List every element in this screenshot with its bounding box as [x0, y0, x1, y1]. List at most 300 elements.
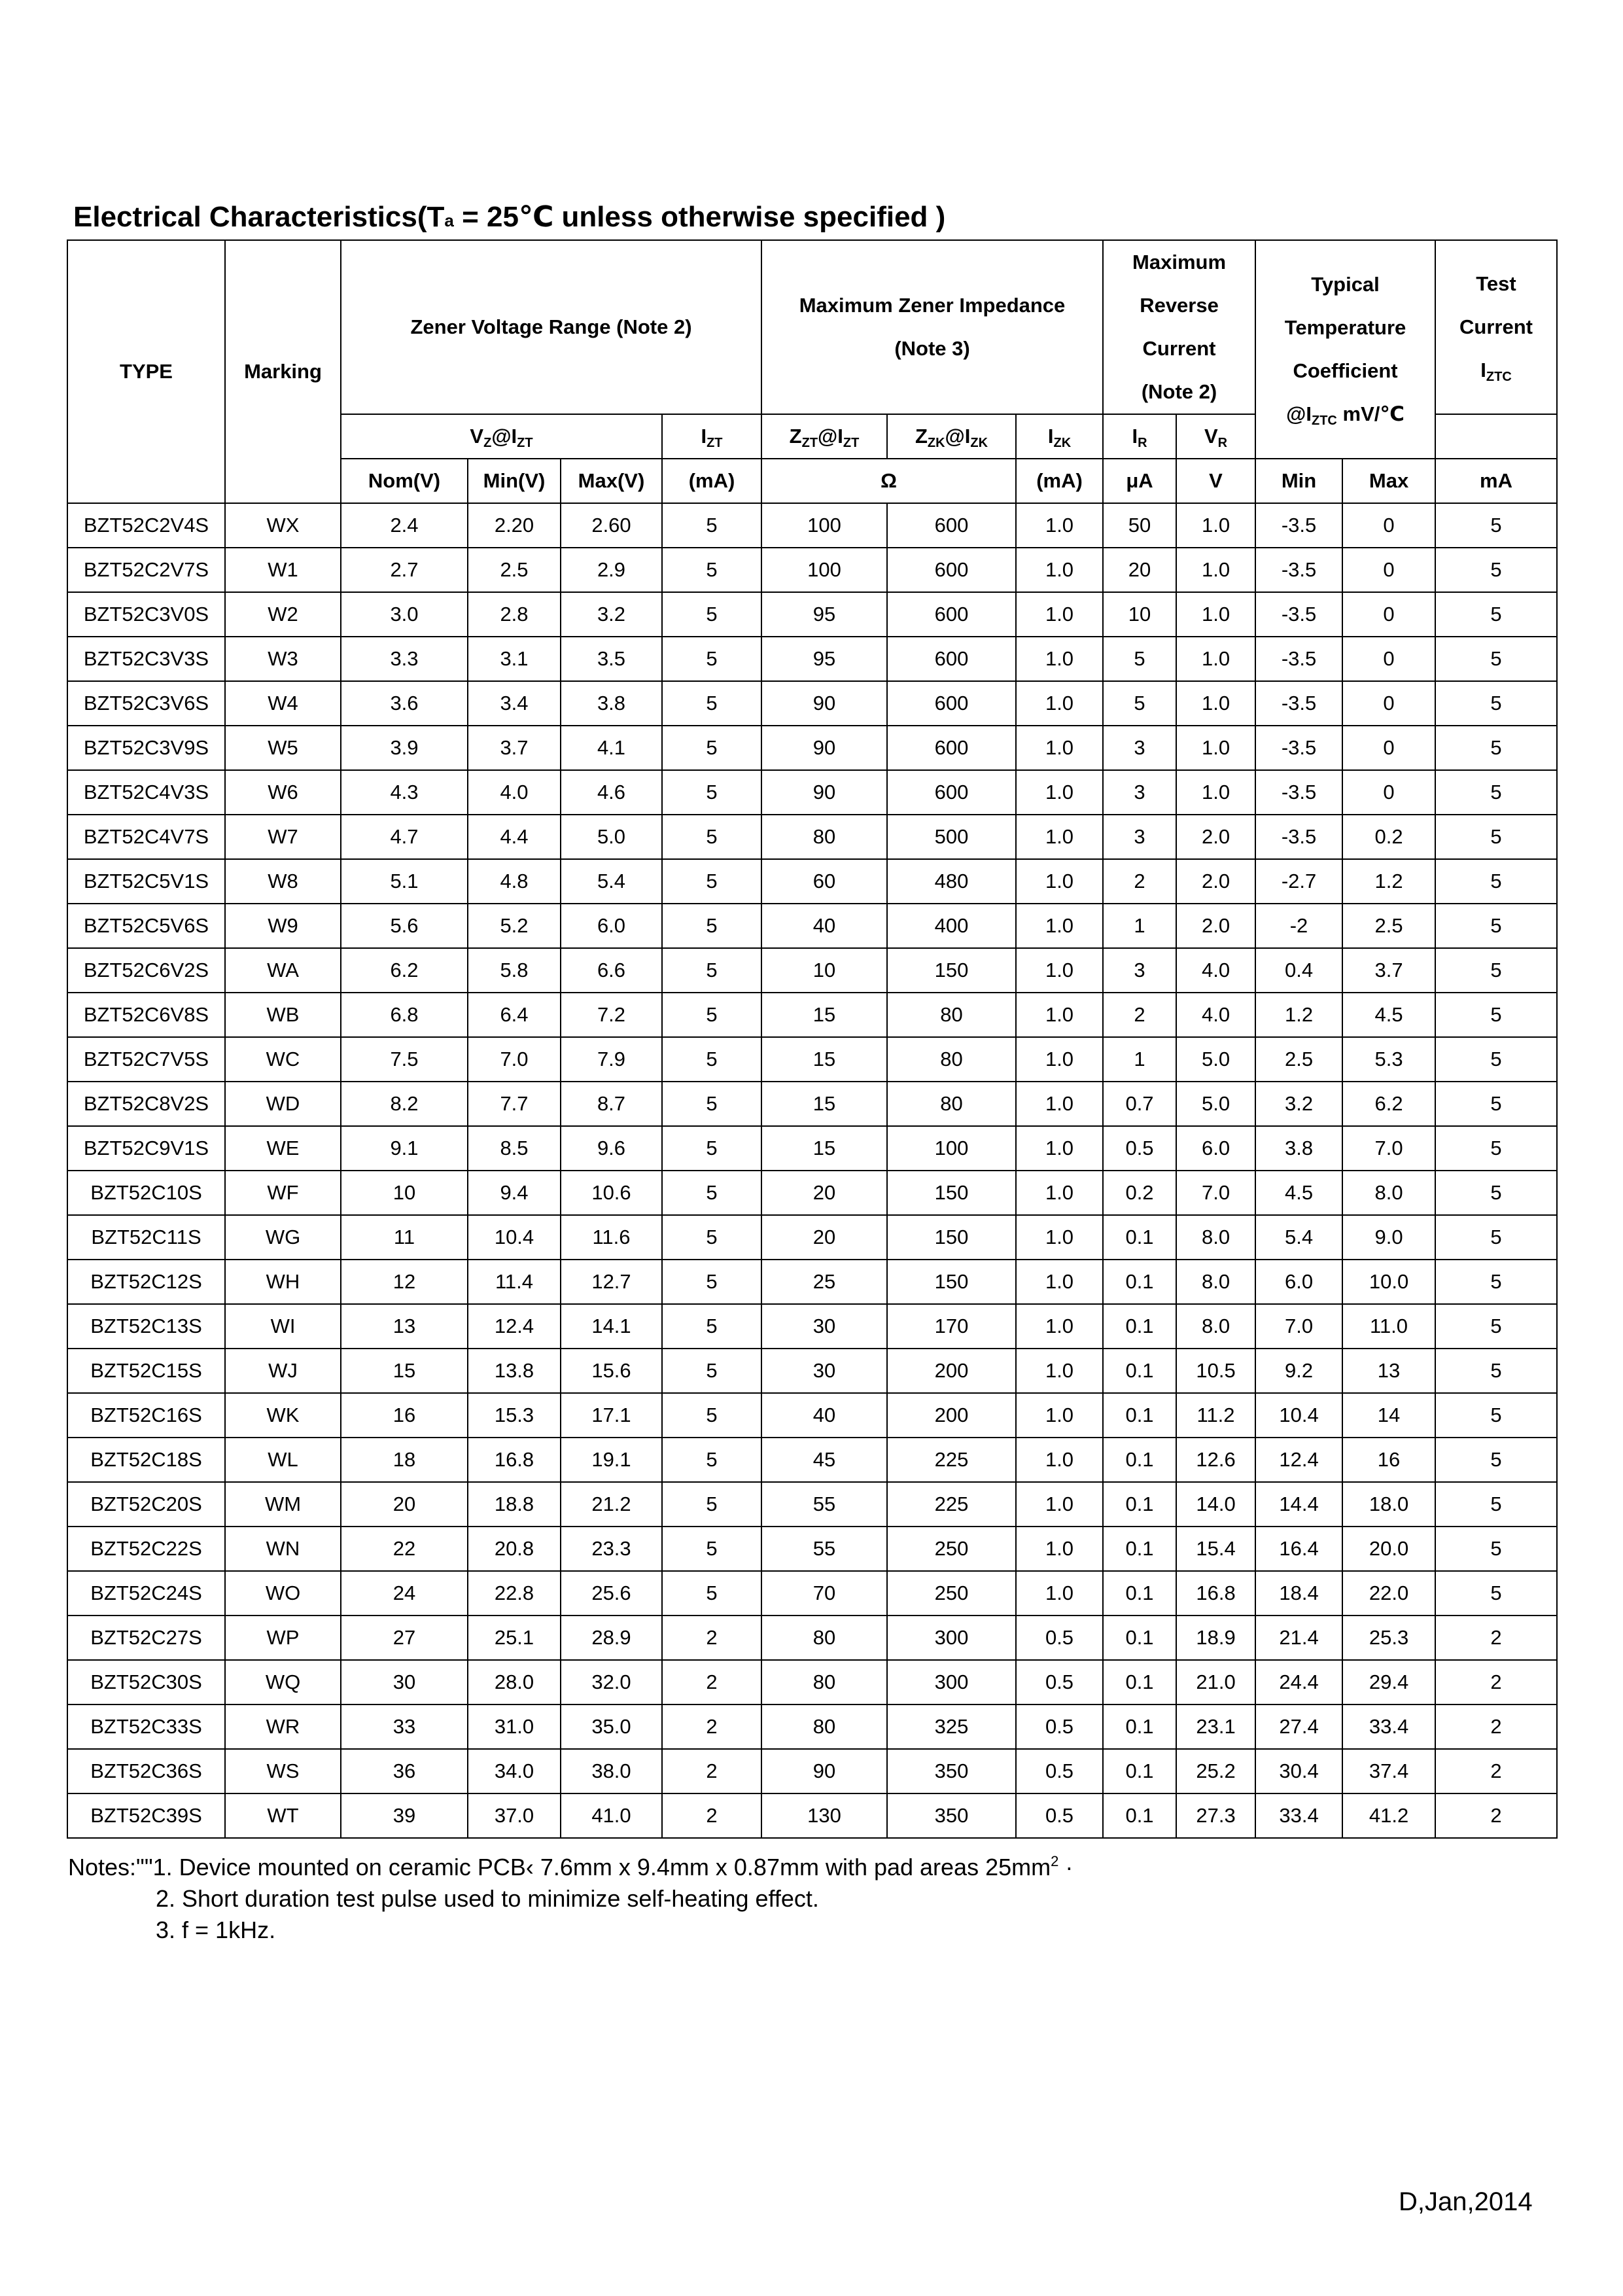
- cell-izt: 5: [662, 1527, 761, 1571]
- cell-marking: W9: [225, 904, 341, 948]
- cell-ir: 20: [1103, 548, 1176, 592]
- cell-vz-max: 28.9: [561, 1616, 662, 1660]
- cell-izk: 1.0: [1016, 904, 1103, 948]
- cell-vz-min: 12.4: [468, 1304, 561, 1349]
- cell-ir: 0.1: [1103, 1704, 1176, 1749]
- cell-vz-max: 7.9: [561, 1037, 662, 1082]
- cell-test-current: 5: [1435, 1349, 1557, 1393]
- cell-zzt: 15: [761, 1082, 887, 1126]
- cell-marking: WE: [225, 1126, 341, 1171]
- cell-vr: 2.0: [1176, 859, 1255, 904]
- cell-ir: 5: [1103, 637, 1176, 681]
- cell-vz-max: 32.0: [561, 1660, 662, 1704]
- table-row: [67, 948, 1557, 993]
- cell-vz-max: 5.4: [561, 859, 662, 904]
- cell-zzt: 90: [761, 770, 887, 815]
- cell-izt: 5: [662, 1215, 761, 1260]
- cell-izk: 1.0: [1016, 948, 1103, 993]
- cell-zzt: 10: [761, 948, 887, 993]
- header-izt: $I_{ZT}$: [662, 414, 761, 459]
- cell-vz-nom: 27: [341, 1616, 468, 1660]
- cell-ir: 0.2: [1103, 1171, 1176, 1215]
- cell-vz-nom: 18: [341, 1438, 468, 1482]
- cell-zzk: 600: [887, 681, 1016, 726]
- cell-vz-nom: 8.2: [341, 1082, 468, 1126]
- table-row: [67, 726, 1557, 770]
- cell-tc-min: -3.5: [1255, 548, 1342, 592]
- cell-zzt: 100: [761, 503, 887, 548]
- cell-type: BZT52C20S: [67, 1482, 225, 1527]
- cell-vz-max: 4.6: [561, 770, 662, 815]
- cell-marking: W4: [225, 681, 341, 726]
- cell-vz-min: 18.8: [468, 1482, 561, 1527]
- cell-vz-max: 35.0: [561, 1704, 662, 1749]
- cell-vz-max: 12.7: [561, 1260, 662, 1304]
- cell-marking: WO: [225, 1571, 341, 1616]
- cell-test-current: 5: [1435, 1438, 1557, 1482]
- cell-zzk: 600: [887, 592, 1016, 637]
- cell-vz-min: 9.4: [468, 1171, 561, 1215]
- cell-tc-max: 0: [1342, 503, 1435, 548]
- table-row: [67, 1393, 1557, 1438]
- cell-ir: 1: [1103, 904, 1176, 948]
- cell-vr: 4.0: [1176, 948, 1255, 993]
- cell-izk: 1.0: [1016, 1215, 1103, 1260]
- cell-izt: 5: [662, 592, 761, 637]
- cell-type: BZT52C8V2S: [67, 1082, 225, 1126]
- cell-ir: 0.1: [1103, 1793, 1176, 1838]
- cell-vr: 11.2: [1176, 1393, 1255, 1438]
- cell-marking: WX: [225, 503, 341, 548]
- cell-zzt: 25: [761, 1260, 887, 1304]
- table-row: [67, 1793, 1557, 1838]
- header-izk: $I_{ZK}$: [1016, 414, 1103, 459]
- cell-vz-max: 14.1: [561, 1304, 662, 1349]
- cell-zzt: 30: [761, 1304, 887, 1349]
- cell-type: BZT52C10S: [67, 1171, 225, 1215]
- cell-tc-min: 10.4: [1255, 1393, 1342, 1438]
- cell-zzt: 90: [761, 1749, 887, 1793]
- cell-type: BZT52C6V2S: [67, 948, 225, 993]
- cell-ir: 2: [1103, 859, 1176, 904]
- cell-vz-nom: 11: [341, 1215, 468, 1260]
- cell-test-current: 2: [1435, 1704, 1557, 1749]
- cell-ir: 5: [1103, 681, 1176, 726]
- header-test-current: Test Current $I_{ZTC}$: [1435, 240, 1557, 414]
- table-row: [67, 770, 1557, 815]
- table-row: [67, 1704, 1557, 1749]
- cell-tc-max: 0.2: [1342, 815, 1435, 859]
- cell-izt: 5: [662, 904, 761, 948]
- cell-type: BZT52C3V9S: [67, 726, 225, 770]
- cell-test-current: 5: [1435, 1215, 1557, 1260]
- cell-vz-min: 8.5: [468, 1126, 561, 1171]
- cell-vz-nom: 6.8: [341, 993, 468, 1037]
- cell-izk: 1.0: [1016, 1037, 1103, 1082]
- header-izk-unit: (mA): [1016, 459, 1103, 503]
- cell-ir: 0.1: [1103, 1438, 1176, 1482]
- cell-ir: 1: [1103, 1037, 1176, 1082]
- cell-zzk: 225: [887, 1438, 1016, 1482]
- cell-tc-max: 10.0: [1342, 1260, 1435, 1304]
- cell-tc-max: 7.0: [1342, 1126, 1435, 1171]
- cell-izk: 1.0: [1016, 993, 1103, 1037]
- table-row: [67, 1260, 1557, 1304]
- cell-tc-max: 11.0: [1342, 1304, 1435, 1349]
- cell-vz-nom: 16: [341, 1393, 468, 1438]
- cell-zzk: 600: [887, 548, 1016, 592]
- note-2: 2. Short duration test pulse used to minimize self-heating effect.: [156, 1885, 819, 1912]
- cell-tc-min: -2: [1255, 904, 1342, 948]
- table-row: [67, 859, 1557, 904]
- cell-vr: 8.0: [1176, 1215, 1255, 1260]
- cell-zzt: 30: [761, 1349, 887, 1393]
- cell-vz-nom: 2.7: [341, 548, 468, 592]
- cell-type: BZT52C33S: [67, 1704, 225, 1749]
- cell-marking: WC: [225, 1037, 341, 1082]
- table-row: [67, 548, 1557, 592]
- cell-izt: 5: [662, 726, 761, 770]
- cell-tc-max: 20.0: [1342, 1527, 1435, 1571]
- cell-vz-min: 4.4: [468, 815, 561, 859]
- cell-izk: 1.0: [1016, 1082, 1103, 1126]
- cell-zzt: 45: [761, 1438, 887, 1482]
- cell-vz-max: 4.1: [561, 726, 662, 770]
- cell-vz-max: 11.6: [561, 1215, 662, 1260]
- cell-tc-max: 0: [1342, 726, 1435, 770]
- header-vr: $V_R$: [1176, 414, 1255, 459]
- cell-zzk: 80: [887, 993, 1016, 1037]
- cell-tc-max: 0: [1342, 548, 1435, 592]
- cell-tc-min: -3.5: [1255, 503, 1342, 548]
- table-row: [67, 1749, 1557, 1793]
- cell-type: BZT52C7V5S: [67, 1037, 225, 1082]
- table-row: [67, 1349, 1557, 1393]
- cell-type: BZT52C4V3S: [67, 770, 225, 815]
- cell-vz-min: 5.2: [468, 904, 561, 948]
- cell-zzt: 15: [761, 993, 887, 1037]
- cell-izk: 1.0: [1016, 1171, 1103, 1215]
- cell-vz-min: 2.8: [468, 592, 561, 637]
- cell-izk: 1.0: [1016, 592, 1103, 637]
- cell-type: BZT52C6V8S: [67, 993, 225, 1037]
- cell-tc-max: 0: [1342, 681, 1435, 726]
- cell-izk: 0.5: [1016, 1704, 1103, 1749]
- cell-type: BZT52C5V1S: [67, 859, 225, 904]
- cell-vr: 5.0: [1176, 1082, 1255, 1126]
- cell-vz-max: 3.2: [561, 592, 662, 637]
- header-max-reverse-current: Maximum Reverse Current (Note 2): [1103, 240, 1255, 414]
- cell-zzk: 200: [887, 1393, 1016, 1438]
- cell-marking: WH: [225, 1260, 341, 1304]
- cell-vz-min: 25.1: [468, 1616, 561, 1660]
- cell-vz-max: 19.1: [561, 1438, 662, 1482]
- cell-tc-max: 0: [1342, 592, 1435, 637]
- cell-marking: WR: [225, 1704, 341, 1749]
- cell-tc-max: 3.7: [1342, 948, 1435, 993]
- table-row: [67, 1126, 1557, 1171]
- cell-vz-max: 7.2: [561, 993, 662, 1037]
- cell-ir: 3: [1103, 770, 1176, 815]
- header-zzt-at-izt: $Z_{ZT}@I_{ZT}$: [761, 414, 887, 459]
- cell-tc-min: -2.7: [1255, 859, 1342, 904]
- cell-vz-min: 4.0: [468, 770, 561, 815]
- cell-vr: 1.0: [1176, 770, 1255, 815]
- cell-vr: 1.0: [1176, 503, 1255, 548]
- table-row: [67, 1616, 1557, 1660]
- table-row: [67, 815, 1557, 859]
- cell-vz-min: 10.4: [468, 1215, 561, 1260]
- cell-ir: 0.1: [1103, 1260, 1176, 1304]
- cell-tc-min: -3.5: [1255, 592, 1342, 637]
- cell-marking: W1: [225, 548, 341, 592]
- cell-zzk: 400: [887, 904, 1016, 948]
- cell-vz-nom: 30: [341, 1660, 468, 1704]
- cell-vz-min: 11.4: [468, 1260, 561, 1304]
- cell-izt: 5: [662, 503, 761, 548]
- table-row: [67, 1215, 1557, 1260]
- cell-tc-min: 6.0: [1255, 1260, 1342, 1304]
- cell-tc-min: 12.4: [1255, 1438, 1342, 1482]
- cell-marking: W6: [225, 770, 341, 815]
- cell-izt: 5: [662, 1260, 761, 1304]
- cell-zzk: 150: [887, 948, 1016, 993]
- cell-zzk: 150: [887, 1171, 1016, 1215]
- cell-test-current: 5: [1435, 1482, 1557, 1527]
- cell-vz-min: 7.0: [468, 1037, 561, 1082]
- header-temp-coefficient: Typical Temperature Coefficient $@I_{ZTC}$ mV/℃: [1255, 240, 1435, 459]
- cell-vr: 4.0: [1176, 993, 1255, 1037]
- header-test-current-blank: [1435, 414, 1557, 459]
- cell-vr: 8.0: [1176, 1304, 1255, 1349]
- cell-ir: 3: [1103, 815, 1176, 859]
- cell-vz-max: 17.1: [561, 1393, 662, 1438]
- cell-vr: 8.0: [1176, 1260, 1255, 1304]
- table-row: [67, 637, 1557, 681]
- cell-type: BZT52C18S: [67, 1438, 225, 1482]
- cell-vr: 2.0: [1176, 815, 1255, 859]
- cell-type: BZT52C16S: [67, 1393, 225, 1438]
- cell-zzt: 80: [761, 1704, 887, 1749]
- cell-test-current: 5: [1435, 548, 1557, 592]
- cell-zzt: 80: [761, 1616, 887, 1660]
- table-row: [67, 503, 1557, 548]
- cell-zzt: 90: [761, 726, 887, 770]
- header-ir: $I_R$: [1103, 414, 1176, 459]
- cell-zzt: 20: [761, 1171, 887, 1215]
- header-ohm-unit: Ω: [761, 459, 1016, 503]
- table-row: [67, 1438, 1557, 1482]
- cell-vz-max: 2.9: [561, 548, 662, 592]
- cell-type: BZT52C3V0S: [67, 592, 225, 637]
- cell-tc-min: -3.5: [1255, 770, 1342, 815]
- cell-vz-min: 4.8: [468, 859, 561, 904]
- cell-vz-max: 21.2: [561, 1482, 662, 1527]
- cell-tc-max: 6.2: [1342, 1082, 1435, 1126]
- cell-izk: 1.0: [1016, 503, 1103, 548]
- cell-vz-min: 2.20: [468, 503, 561, 548]
- cell-tc-min: 9.2: [1255, 1349, 1342, 1393]
- table-row: [67, 1304, 1557, 1349]
- cell-izt: 5: [662, 637, 761, 681]
- cell-test-current: 5: [1435, 592, 1557, 637]
- cell-izk: 1.0: [1016, 726, 1103, 770]
- cell-vz-max: 6.0: [561, 904, 662, 948]
- header-tc-min: Min: [1255, 459, 1342, 503]
- cell-zzk: 170: [887, 1304, 1016, 1349]
- cell-izt: 5: [662, 548, 761, 592]
- cell-tc-max: 5.3: [1342, 1037, 1435, 1082]
- cell-test-current: 5: [1435, 993, 1557, 1037]
- cell-ir: 50: [1103, 503, 1176, 548]
- cell-marking: WQ: [225, 1660, 341, 1704]
- cell-vz-max: 6.6: [561, 948, 662, 993]
- cell-vz-nom: 6.2: [341, 948, 468, 993]
- cell-tc-max: 13: [1342, 1349, 1435, 1393]
- cell-vz-max: 41.0: [561, 1793, 662, 1838]
- cell-vz-min: 5.8: [468, 948, 561, 993]
- header-zzk-at-izk: $Z_{ZK}@I_{ZK}$: [887, 414, 1016, 459]
- cell-vr: 1.0: [1176, 592, 1255, 637]
- cell-tc-min: 5.4: [1255, 1215, 1342, 1260]
- cell-ir: 0.7: [1103, 1082, 1176, 1126]
- cell-izt: 5: [662, 859, 761, 904]
- cell-ir: 0.1: [1103, 1482, 1176, 1527]
- header-max-v: Max(V): [561, 459, 662, 503]
- table-row: [67, 592, 1557, 637]
- cell-ir: 0.1: [1103, 1749, 1176, 1793]
- cell-izk: 0.5: [1016, 1660, 1103, 1704]
- cell-ir: 3: [1103, 948, 1176, 993]
- cell-izt: 5: [662, 948, 761, 993]
- page-title: Electrical Characteristics(Ta = 25℃ unless otherwise specified ): [73, 201, 946, 233]
- cell-zzk: 600: [887, 637, 1016, 681]
- cell-marking: WM: [225, 1482, 341, 1527]
- cell-ir: 0.1: [1103, 1571, 1176, 1616]
- cell-izt: 2: [662, 1704, 761, 1749]
- cell-vr: 2.0: [1176, 904, 1255, 948]
- cell-tc-max: 8.0: [1342, 1171, 1435, 1215]
- revision-date: D,Jan,2014: [1399, 2187, 1533, 2216]
- cell-zzt: 80: [761, 815, 887, 859]
- cell-vz-nom: 4.3: [341, 770, 468, 815]
- cell-izk: 1.0: [1016, 1482, 1103, 1527]
- table-row: [67, 1082, 1557, 1126]
- cell-marking: WG: [225, 1215, 341, 1260]
- cell-zzk: 350: [887, 1793, 1016, 1838]
- cell-marking: W8: [225, 859, 341, 904]
- cell-zzt: 130: [761, 1793, 887, 1838]
- cell-marking: WA: [225, 948, 341, 993]
- cell-zzt: 80: [761, 1660, 887, 1704]
- cell-tc-min: 24.4: [1255, 1660, 1342, 1704]
- cell-vz-min: 6.4: [468, 993, 561, 1037]
- cell-izt: 5: [662, 1082, 761, 1126]
- cell-izk: 0.5: [1016, 1749, 1103, 1793]
- cell-vz-nom: 4.7: [341, 815, 468, 859]
- cell-vz-max: 3.8: [561, 681, 662, 726]
- cell-test-current: 5: [1435, 770, 1557, 815]
- cell-zzt: 40: [761, 1393, 887, 1438]
- cell-vz-max: 38.0: [561, 1749, 662, 1793]
- cell-izk: 0.5: [1016, 1616, 1103, 1660]
- cell-zzk: 600: [887, 726, 1016, 770]
- cell-vz-max: 23.3: [561, 1527, 662, 1571]
- cell-vr: 14.0: [1176, 1482, 1255, 1527]
- cell-vz-min: 31.0: [468, 1704, 561, 1749]
- cell-izt: 2: [662, 1616, 761, 1660]
- cell-test-current: 2: [1435, 1660, 1557, 1704]
- cell-tc-max: 1.2: [1342, 859, 1435, 904]
- cell-izk: 1.0: [1016, 1571, 1103, 1616]
- cell-vz-nom: 9.1: [341, 1126, 468, 1171]
- header-nom: Nom(V): [341, 459, 468, 503]
- note-3: 3. f = 1kHz.: [156, 1916, 276, 1943]
- header-test-current-unit: mA: [1435, 459, 1557, 503]
- cell-ir: 0.1: [1103, 1527, 1176, 1571]
- cell-ir: 0.5: [1103, 1126, 1176, 1171]
- cell-marking: WK: [225, 1393, 341, 1438]
- cell-vr: 5.0: [1176, 1037, 1255, 1082]
- cell-zzt: 40: [761, 904, 887, 948]
- cell-zzt: 55: [761, 1482, 887, 1527]
- cell-zzt: 95: [761, 592, 887, 637]
- cell-type: BZT52C5V6S: [67, 904, 225, 948]
- cell-vz-min: 3.7: [468, 726, 561, 770]
- cell-tc-max: 25.3: [1342, 1616, 1435, 1660]
- cell-zzt: 95: [761, 637, 887, 681]
- cell-izt: 5: [662, 1349, 761, 1393]
- cell-test-current: 5: [1435, 1082, 1557, 1126]
- cell-type: BZT52C15S: [67, 1349, 225, 1393]
- table-row: [67, 681, 1557, 726]
- cell-ir: 3: [1103, 726, 1176, 770]
- cell-zzt: 70: [761, 1571, 887, 1616]
- cell-marking: WI: [225, 1304, 341, 1349]
- cell-vz-min: 15.3: [468, 1393, 561, 1438]
- cell-type: BZT52C27S: [67, 1616, 225, 1660]
- cell-vz-nom: 13: [341, 1304, 468, 1349]
- cell-test-current: 5: [1435, 1260, 1557, 1304]
- header-ir-unit: μA: [1103, 459, 1176, 503]
- cell-vz-min: 37.0: [468, 1793, 561, 1838]
- cell-tc-max: 0: [1342, 770, 1435, 815]
- cell-vz-nom: 3.6: [341, 681, 468, 726]
- cell-test-current: 5: [1435, 726, 1557, 770]
- cell-ir: 0.1: [1103, 1660, 1176, 1704]
- cell-tc-min: 7.0: [1255, 1304, 1342, 1349]
- cell-vr: 12.6: [1176, 1438, 1255, 1482]
- cell-vz-nom: 39: [341, 1793, 468, 1838]
- cell-tc-max: 37.4: [1342, 1749, 1435, 1793]
- cell-vz-nom: 3.9: [341, 726, 468, 770]
- cell-izt: 2: [662, 1749, 761, 1793]
- cell-vz-nom: 20: [341, 1482, 468, 1527]
- cell-zzt: 100: [761, 548, 887, 592]
- cell-vr: 16.8: [1176, 1571, 1255, 1616]
- cell-vz-min: 28.0: [468, 1660, 561, 1704]
- cell-vr: 10.5: [1176, 1349, 1255, 1393]
- cell-vr: 7.0: [1176, 1171, 1255, 1215]
- header-type: TYPE: [67, 240, 225, 503]
- cell-ir: 10: [1103, 592, 1176, 637]
- cell-izk: 1.0: [1016, 1527, 1103, 1571]
- cell-zzk: 300: [887, 1616, 1016, 1660]
- cell-vr: 15.4: [1176, 1527, 1255, 1571]
- cell-vz-max: 3.5: [561, 637, 662, 681]
- cell-tc-max: 41.2: [1342, 1793, 1435, 1838]
- cell-zzk: 600: [887, 503, 1016, 548]
